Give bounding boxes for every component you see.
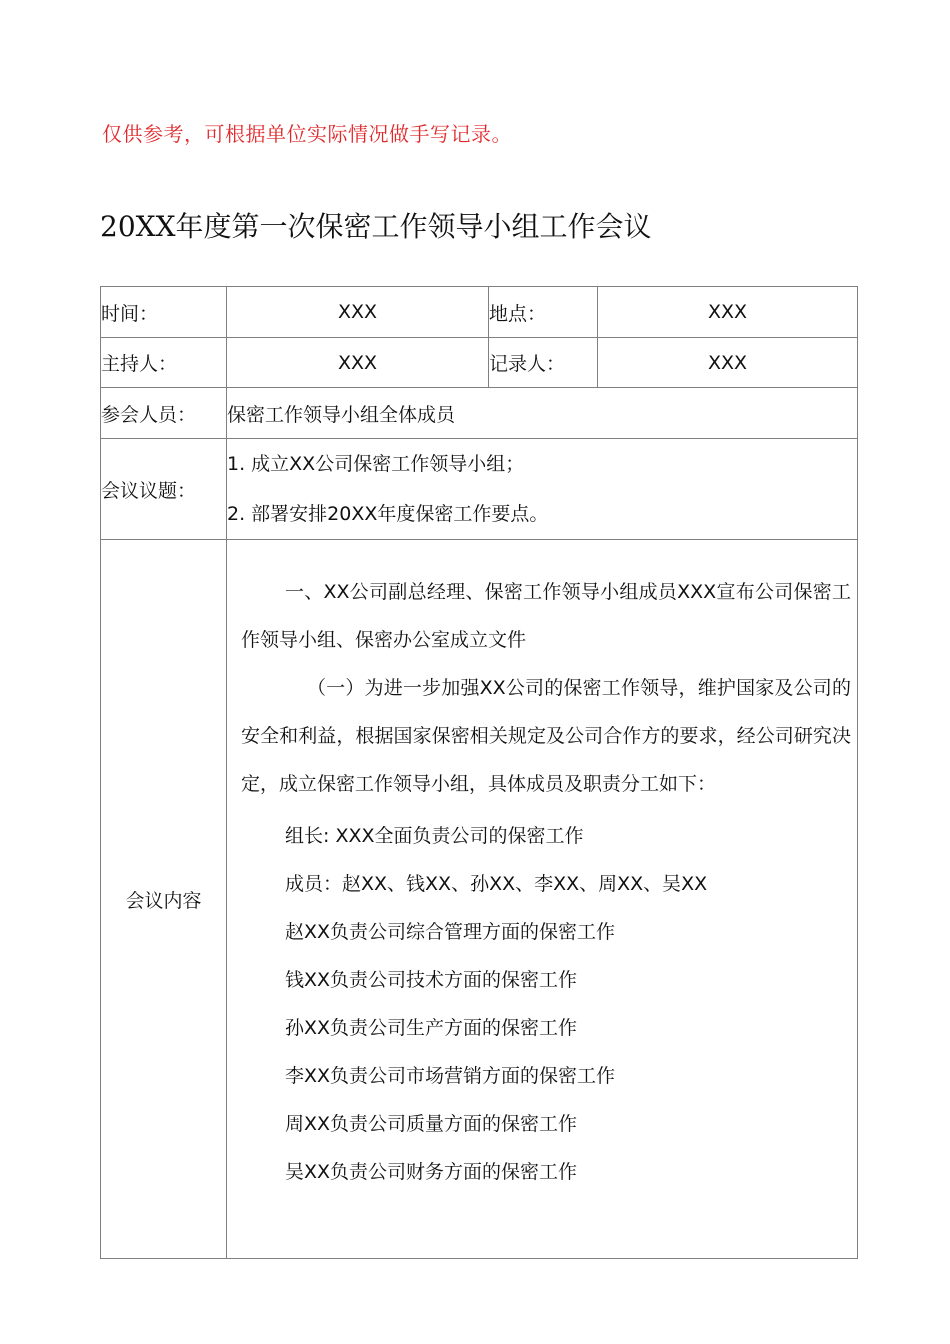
content-line: 孙XX负责公司生产方面的保密工作 <box>285 1017 578 1039</box>
topics-cell <box>227 439 858 540</box>
host-value: XXX <box>227 338 489 388</box>
table-row <box>101 287 858 338</box>
place-label: 地点： <box>489 287 598 338</box>
content-label: 会议内容 <box>101 540 227 1259</box>
table-row <box>101 338 858 388</box>
content-line: 赵XX负责公司综合管理方面的保密工作 <box>285 921 616 943</box>
table-row <box>101 388 858 439</box>
content-paragraph: （一）为进一步加强XX公司的保密工作领导，维护国家及公司的安全和利益，根据国家保密相关规定及公司合作方的要求，经公司研究决定，成立保密工作领导小组，具体成员及职责分工如下： <box>241 677 851 795</box>
topic-item: 2. 部署安排20XX年度保密工作要点。 <box>227 503 549 525</box>
document-title: 20XX年度第一次保密工作领导小组工作会议 <box>100 210 652 243</box>
place-value: XXX <box>598 287 858 338</box>
content-line: 钱XX负责公司技术方面的保密工作 <box>285 969 578 991</box>
table-row <box>101 439 858 540</box>
attendees-label: 参会人员： <box>101 388 227 439</box>
notice-text: 仅供参考，可根据单位实际情况做手写记录。 <box>102 122 512 146</box>
content-line: 组长: XXX全面负责公司的保密工作 <box>285 825 584 847</box>
topic-item: 1. 成立XX公司保密工作领导小组； <box>227 453 525 475</box>
content-section-heading: 一、XX公司副总经理、保密工作领导小组成员XXX宣布公司保密工作领导小组、保密办公室成立文件 <box>241 581 851 651</box>
recorder-value: XXX <box>598 338 858 388</box>
meeting-minutes-table <box>100 286 858 1259</box>
content-line: 周XX负责公司质量方面的保密工作 <box>285 1113 578 1135</box>
content-line: 李XX负责公司市场营销方面的保密工作 <box>285 1065 616 1087</box>
topics-label: 会议议题： <box>101 439 227 540</box>
content-cell <box>227 540 858 1259</box>
recorder-label: 记录人： <box>489 338 598 388</box>
content-line: 成员：赵XX、钱XX、孙XX、李XX、周XX、吴XX <box>285 873 708 895</box>
table-row <box>101 540 858 1259</box>
content-line: 吴XX负责公司财务方面的保密工作 <box>285 1161 578 1183</box>
attendees-value: 保密工作领导小组全体成员 <box>227 388 858 439</box>
time-value: XXX <box>227 287 489 338</box>
host-label: 主持人： <box>101 338 227 388</box>
time-label: 时间： <box>101 287 227 338</box>
